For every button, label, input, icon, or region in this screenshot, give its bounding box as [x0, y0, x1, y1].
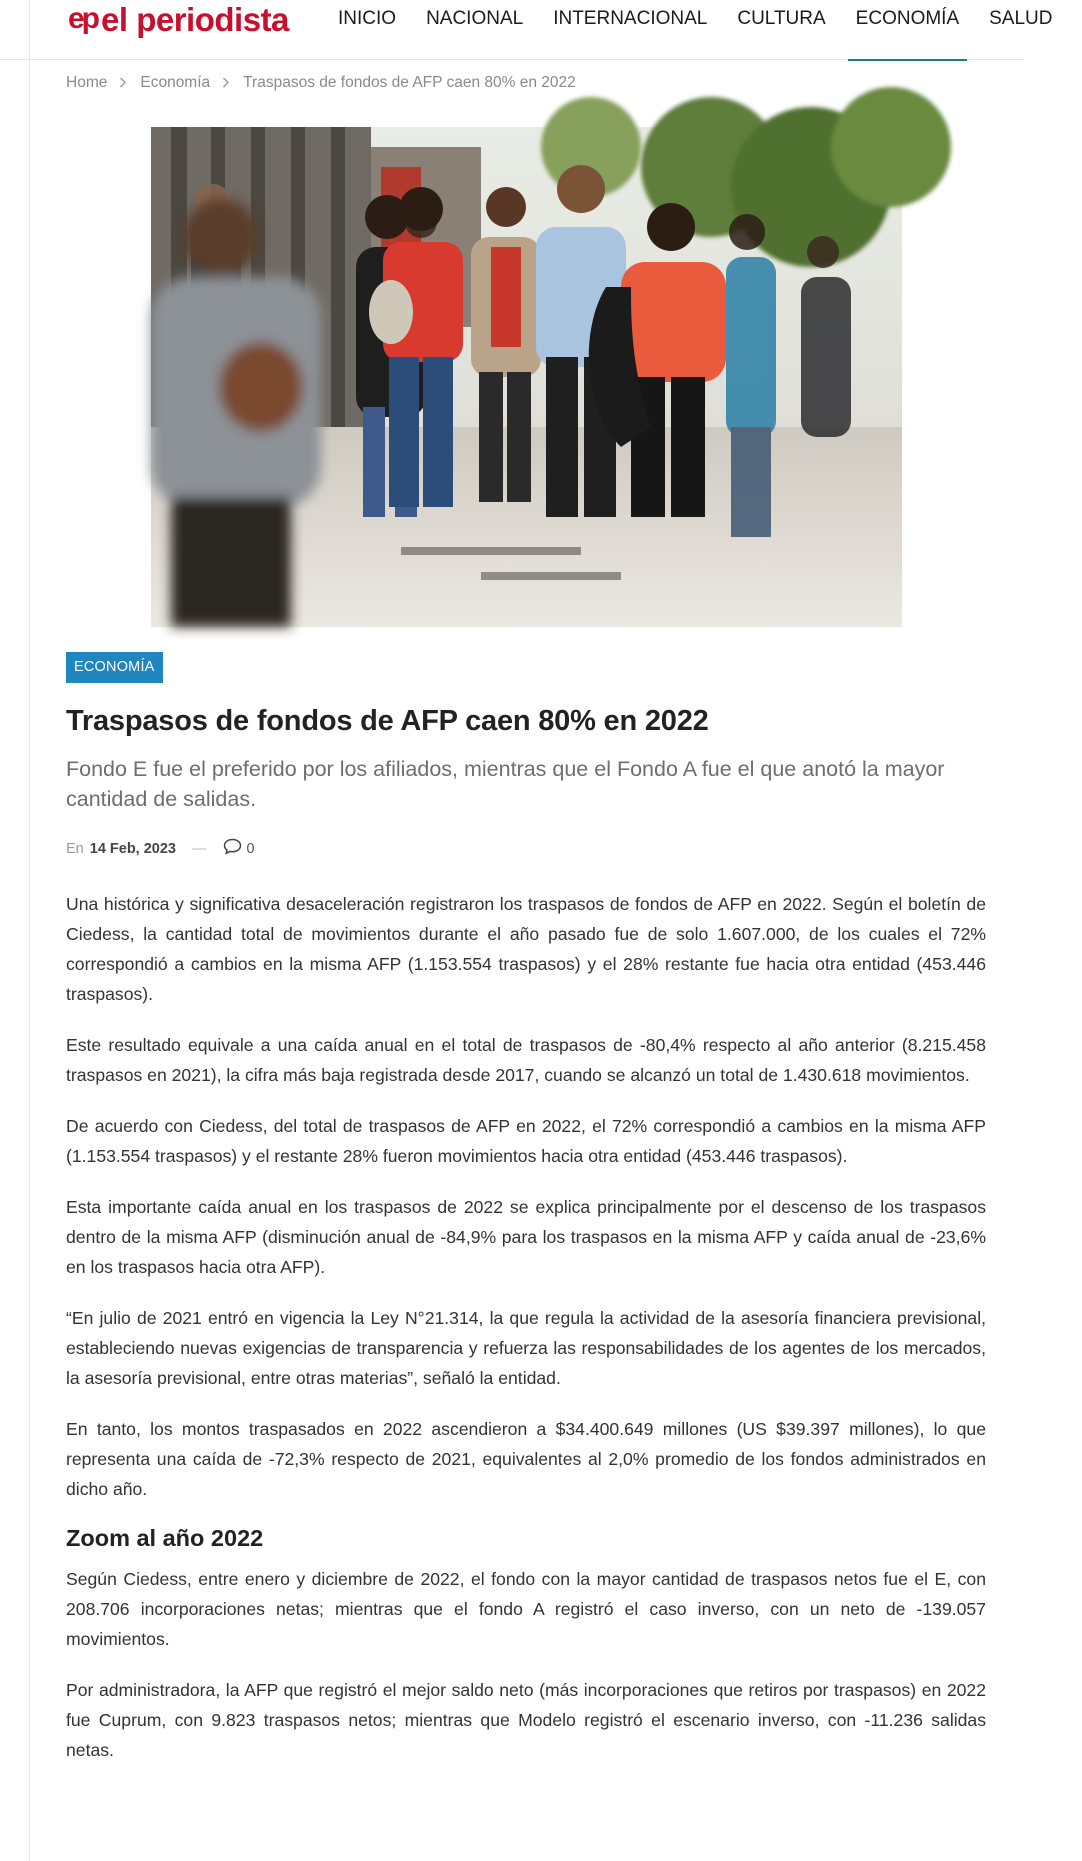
- breadcrumb-chevron-icon: [119, 76, 127, 91]
- logo-mark: ep: [68, 2, 98, 35]
- page-left-rule: [29, 0, 30, 1861]
- comment-icon[interactable]: [223, 838, 242, 859]
- category-badge[interactable]: ECONOMÍA: [66, 652, 163, 683]
- article-subtitle: Fondo E fue el preferido por los afiliados, mientras que el Fondo A fue el que anotó la mayor cantidad de salidas.: [66, 757, 945, 811]
- meta-separator: —: [192, 840, 207, 857]
- publish-date: 14 Feb, 2023: [89, 840, 176, 857]
- nav-item-salud[interactable]: SALUD: [989, 8, 1053, 29]
- article-paragraph: De acuerdo con Ciedess, del total de traspasos de AFP en 2022, el 72% correspondió a cambios en la misma AFP (1.153.554 traspasos) y el restante 28% fueron movimientos hacia otra entidad (453.446 traspasos).: [66, 1116, 986, 1166]
- logo-text: el periodista: [101, 0, 289, 38]
- article-paragraph: Una histórica y significativa desaceleración registraron los traspasos de fondos de AFP en 2022. Según el boletín de Ciedess, la cantidad total de movimientos durante el año pasado fue de solo 1.607.000, de los cuales el 72% correspondió a cambios en la misma AFP (1.153.554 traspasos) y el 28% restante fue hacia otra entidad (453.446 traspasos).: [66, 894, 986, 1004]
- breadcrumb-chevron-icon: [222, 76, 230, 91]
- article-paragraph: Esta importante caída anual en los traspasos de 2022 se explica principalmente por el descenso de los traspasos dentro de la misma AFP (disminución anual de -84,9% para los traspasos en la misma AFP y caída anual de -23,6% en los traspasos hacia otra AFP).: [66, 1197, 986, 1277]
- nav-item-internacional[interactable]: INTERNACIONAL: [553, 8, 708, 29]
- nav-item-cultura[interactable]: CULTURA: [737, 8, 826, 29]
- site-header: [0, 0, 1053, 60]
- nav-item-inicio[interactable]: INICIO: [338, 8, 397, 29]
- nav-item-economia[interactable]: ECONOMÍA: [856, 0, 959, 60]
- section-heading: Zoom al año 2022: [66, 1525, 264, 1551]
- article-meta: [66, 838, 255, 859]
- article-paragraph: En tanto, los montos traspasados en 2022 ascendieron a $34.400.649 millones (US $39.397 millones), lo que representa una caída de -72,3% respecto de 2021, equivalentes al 2,0% promedio de los fondos administrados en dicho año.: [66, 1419, 986, 1499]
- breadcrumb-category[interactable]: Economía: [140, 74, 211, 91]
- article-paragraph: Según Ciedess, entre enero y diciembre de 2022, el fondo con la mayor cantidad de traspasos netos fue el E, con 208.706 incorporaciones netas; mientras que el fondo A registró el caso inverso, con un neto de -139.057 movimientos.: [66, 1569, 986, 1649]
- article-paragraph: Por administradora, la AFP que registró el mejor saldo neto (más incorporaciones que retiros por traspasos) en 2022 fue Cuprum, con 9.823 traspasos netos; mientras que Modelo registró el escenario inverso, con -11.236 salidas netas.: [66, 1680, 986, 1760]
- hero-image: [151, 127, 902, 627]
- article-title: Traspasos de fondos de AFP caen 80% en 2022: [66, 705, 709, 737]
- breadcrumb-home[interactable]: Home: [66, 74, 108, 91]
- main-nav: [338, 0, 1082, 60]
- breadcrumb-current: Traspasos de fondos de AFP caen 80% en 2022: [243, 74, 576, 91]
- article-paragraph: Este resultado equivale a una caída anual en el total de traspasos de -80,4% respecto al año anterior (8.215.458 traspasos en 2021), la cifra más baja registrada desde 2017, cuando se alcanzó un total de 1.430.618 movimientos.: [66, 1035, 986, 1085]
- article-body: [66, 889, 986, 1786]
- comment-count[interactable]: 0: [246, 840, 255, 857]
- article-paragraph: “En julio de 2021 entró en vigencia la Ley N°21.314, la que regula la actividad de la asesoría financiera previsional, estableciendo nuevas exigencias de transparencia y refuerza las responsabilidades de los agentes de los mercados, la asesoría previsional, entre otras materias”, señaló la entidad.: [66, 1308, 986, 1388]
- nav-item-nacional[interactable]: NACIONAL: [426, 8, 524, 29]
- meta-prefix: En: [66, 840, 84, 857]
- breadcrumb: [66, 74, 576, 92]
- site-logo[interactable]: [68, 0, 289, 38]
